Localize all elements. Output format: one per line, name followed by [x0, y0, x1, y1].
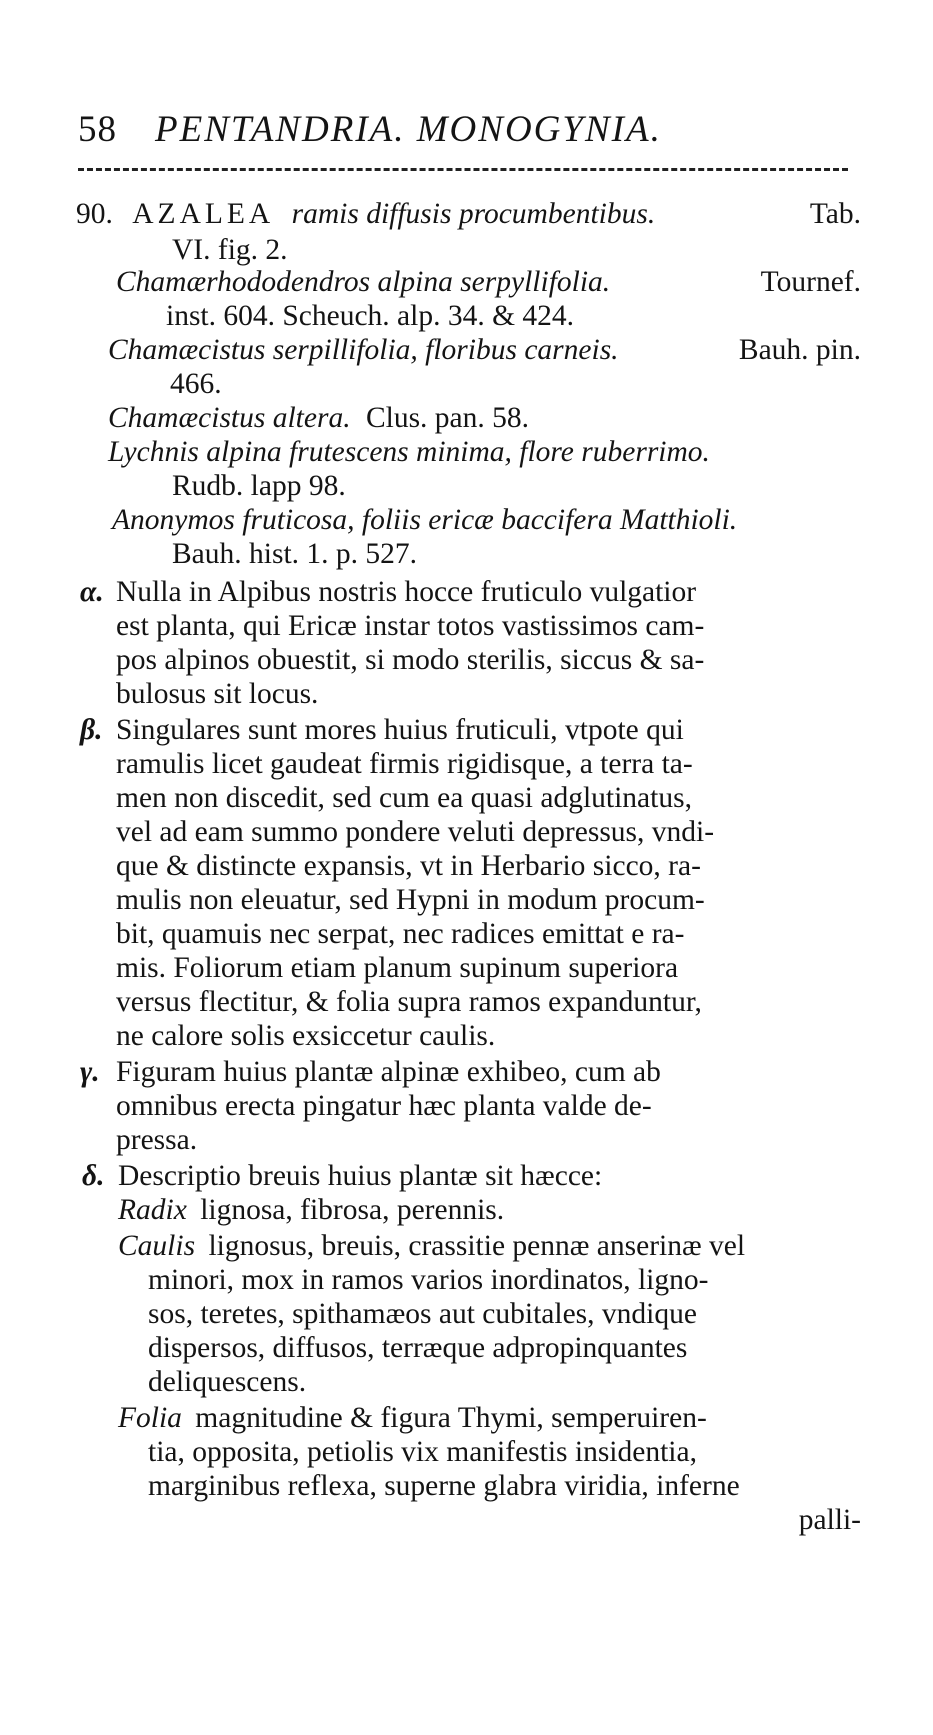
synonym-ref-cont: 466. [170, 368, 222, 400]
text-line: marginibus reflexa, superne glabra viridia, inferne [148, 1470, 740, 1502]
tab-reference-cont: VI. fig. 2. [172, 234, 288, 266]
description-text: lignosa, fibrosa, perennis. [200, 1194, 505, 1226]
synonym-name: Chamæcistus altera. [108, 402, 351, 434]
synonym-ref-cont: Rudb. lapp 98. [172, 470, 346, 502]
text-line: omnibus erecta pingatur hæc planta valde de- [116, 1090, 652, 1122]
text-line: mis. Foliorum etiam planum supinum superiora [116, 952, 679, 984]
paragraph-marker: α. [80, 576, 104, 608]
text-line: sos, teretes, spithamæos aut cubitales, vndique [148, 1298, 697, 1330]
text-line: Singulares sunt mores huius fruticuli, vtpote qui [116, 714, 684, 746]
text-line: ne calore solis exsiccetur caulis. [116, 1020, 496, 1052]
synonym-ref: Clus. pan. 58. [365, 402, 530, 434]
text-line: que & distincte expansis, vt in Herbario sicco, ra- [116, 850, 701, 882]
description-label: Folia [118, 1402, 182, 1434]
synonym-name: Lychnis alpina frutescens minima, flore ruberrimo. [108, 436, 710, 468]
text-line: vel ad eam summo pondere veluti depressus, vndi- [116, 816, 715, 848]
synonym-ref: Tournef. [760, 266, 861, 298]
synonym-name: Chamæcistus serpillifolia, floribus carneis. [108, 334, 619, 366]
text-line: versus flectitur, & folia supra ramos expanduntur, [116, 986, 702, 1018]
paragraph-marker: δ. [82, 1160, 105, 1192]
running-title: PENTANDRIA. MONOGYNIA. [155, 109, 662, 150]
running-header [78, 108, 662, 151]
synonym-ref: Bauh. pin. [738, 334, 861, 366]
text-line: bit, quamuis nec serpat, nec radices emittat e ra- [116, 918, 685, 950]
description-radix [118, 1196, 504, 1226]
entry-number: 90. [76, 198, 113, 230]
text-line: tia, opposita, petiolis vix manifestis insidentia, [148, 1436, 697, 1468]
synonym-name: Anonymos fruticosa, foliis ericæ baccifera Matthioli. [112, 504, 738, 536]
text-line: dispersos, diffusos, terræque adpropinquantes [148, 1332, 688, 1364]
text-line: ramulis licet gaudeat firmis rigidisque, a terra ta- [116, 748, 693, 780]
text-line: mulis non eleuatur, sed Hypni in modum procum- [116, 884, 705, 916]
description-label: Radix [118, 1194, 187, 1226]
text-line: Nulla in Alpibus nostris hocce fruticulo vulgatior [116, 576, 697, 608]
description-folia [118, 1404, 707, 1434]
synonym-name: Chamærhododendros alpina serpyllifolia. [116, 266, 611, 298]
text-line: Figuram huius plantæ alpinæ exhibeo, cum ab [116, 1056, 661, 1088]
text-line: minori, mox in ramos varios inordinatos, ligno- [148, 1264, 709, 1296]
synonym-ref-cont: Bauh. hist. 1. p. 527. [172, 538, 418, 570]
page-number: 58 [78, 109, 117, 150]
catchword: palli- [798, 1504, 861, 1536]
text-line: pos alpinos obuestit, si modo sterilis, siccus & sa- [116, 644, 705, 676]
entry-diagnosis: ramis diffusis procumbentibus. [291, 198, 656, 230]
description-caulis [118, 1232, 745, 1262]
text-line: deliquescens. [148, 1366, 307, 1398]
paragraph-marker: γ. [80, 1056, 100, 1088]
tab-reference: Tab. [809, 198, 861, 230]
text-line: Descriptio breuis huius plantæ sit hæcce: [118, 1160, 603, 1192]
text-line: pressa. [116, 1124, 198, 1156]
text-line: men non discedit, sed cum ea quasi adglutinatus, [116, 782, 692, 814]
entry-heading [76, 200, 655, 230]
text-line: bulosus sit locus. [116, 678, 319, 710]
description-text: magnitudine & figura Thymi, semperuiren- [195, 1402, 707, 1434]
synonym-line [108, 404, 529, 434]
text-line: est planta, qui Ericæ instar totos vastissimos cam- [116, 610, 705, 642]
header-rule [78, 168, 848, 171]
paragraph-marker: β. [80, 714, 103, 746]
synonym-ref-cont: inst. 604. Scheuch. alp. 34. & 424. [166, 300, 575, 332]
description-text: lignosus, breuis, crassitie pennæ anserinæ vel [208, 1230, 746, 1262]
genus-name: AZALEA [132, 198, 275, 230]
description-label: Caulis [118, 1230, 196, 1262]
